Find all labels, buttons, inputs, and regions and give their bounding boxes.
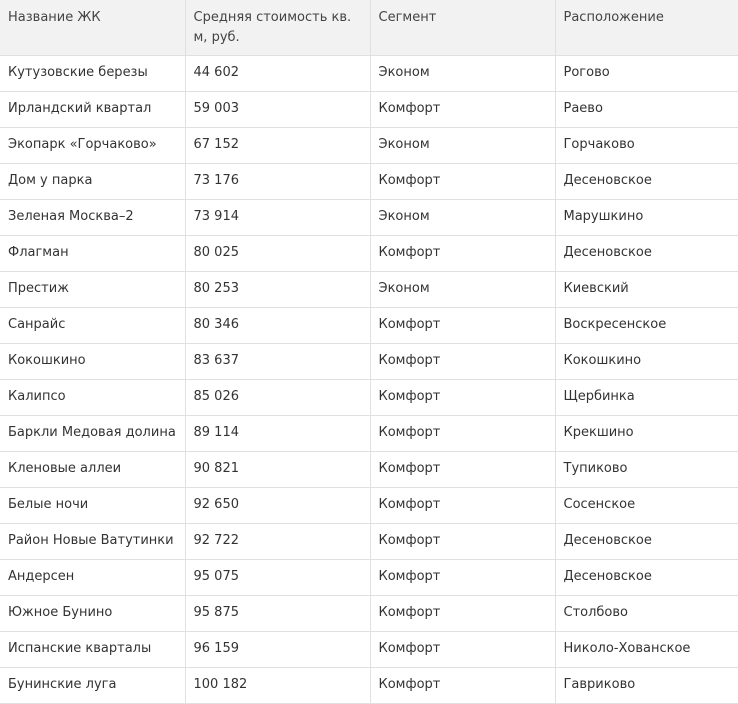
cell-location: Горчаково [555, 127, 738, 163]
cell-location: Кокошкино [555, 343, 738, 379]
cell-location: Марушкино [555, 199, 738, 235]
cell-name: Экопарк «Горчаково» [0, 127, 185, 163]
cell-name: Южное Бунино [0, 595, 185, 631]
cell-price: 95 875 [185, 595, 370, 631]
cell-name: Ирландский квартал [0, 91, 185, 127]
cell-location: Сосенское [555, 487, 738, 523]
column-header-location: Расположение [555, 0, 738, 55]
cell-location: Десеновское [555, 163, 738, 199]
cell-name: Санрайс [0, 307, 185, 343]
cell-location: Десеновское [555, 559, 738, 595]
cell-segment: Эконом [370, 271, 555, 307]
table-row [0, 55, 738, 91]
table-row [0, 379, 738, 415]
table-row [0, 127, 738, 163]
cell-price: 83 637 [185, 343, 370, 379]
cell-price: 67 152 [185, 127, 370, 163]
cell-location: Тупиково [555, 451, 738, 487]
cell-segment: Эконом [370, 55, 555, 91]
cell-name: Кутузовские березы [0, 55, 185, 91]
cell-price: 44 602 [185, 55, 370, 91]
table-row [0, 559, 738, 595]
cell-name: Кленовые аллеи [0, 451, 185, 487]
cell-segment: Комфорт [370, 379, 555, 415]
cell-segment: Комфорт [370, 595, 555, 631]
cell-price: 90 821 [185, 451, 370, 487]
cell-price: 85 026 [185, 379, 370, 415]
cell-location: Столбово [555, 595, 738, 631]
cell-price: 59 003 [185, 91, 370, 127]
cell-price: 92 650 [185, 487, 370, 523]
cell-segment: Комфорт [370, 487, 555, 523]
cell-location: Рогово [555, 55, 738, 91]
cell-segment: Комфорт [370, 307, 555, 343]
table-row [0, 415, 738, 451]
cell-name: Флагман [0, 235, 185, 271]
cell-segment: Комфорт [370, 163, 555, 199]
cell-name: Баркли Медовая долина [0, 415, 185, 451]
cell-price: 92 722 [185, 523, 370, 559]
cell-name: Испанские кварталы [0, 631, 185, 667]
column-header-price: Средняя стоимость кв. м, руб. [185, 0, 370, 55]
cell-price: 96 159 [185, 631, 370, 667]
cell-location: Щербинка [555, 379, 738, 415]
cell-name: Бунинские луга [0, 667, 185, 703]
cell-segment: Комфорт [370, 451, 555, 487]
table-row [0, 199, 738, 235]
table-row [0, 271, 738, 307]
cell-name: Престиж [0, 271, 185, 307]
table-row [0, 91, 738, 127]
table-body [0, 55, 738, 703]
cell-location: Десеновское [555, 523, 738, 559]
cell-name: Зеленая Москва–2 [0, 199, 185, 235]
cell-location: Десеновское [555, 235, 738, 271]
table-row [0, 523, 738, 559]
table-row [0, 163, 738, 199]
cell-location: Раево [555, 91, 738, 127]
table-row [0, 343, 738, 379]
cell-price: 73 914 [185, 199, 370, 235]
cell-segment: Комфорт [370, 415, 555, 451]
cell-segment: Комфорт [370, 667, 555, 703]
cell-name: Район Новые Ватутинки [0, 523, 185, 559]
cell-price: 100 182 [185, 667, 370, 703]
cell-segment: Эконом [370, 127, 555, 163]
cell-name: Андерсен [0, 559, 185, 595]
cell-location: Крекшино [555, 415, 738, 451]
cell-price: 73 176 [185, 163, 370, 199]
cell-segment: Комфорт [370, 343, 555, 379]
cell-segment: Комфорт [370, 631, 555, 667]
cell-name: Калипсо [0, 379, 185, 415]
column-header-name: Название ЖК [0, 0, 185, 55]
header-row [0, 0, 738, 55]
cell-price: 80 346 [185, 307, 370, 343]
table-header [0, 0, 738, 55]
cell-price: 95 075 [185, 559, 370, 595]
cell-segment: Комфорт [370, 91, 555, 127]
cell-name: Белые ночи [0, 487, 185, 523]
cell-price: 80 253 [185, 271, 370, 307]
table-row [0, 307, 738, 343]
cell-location: Воскресенское [555, 307, 738, 343]
column-header-segment: Сегмент [370, 0, 555, 55]
cell-segment: Комфорт [370, 559, 555, 595]
table-row [0, 487, 738, 523]
cell-name: Дом у парка [0, 163, 185, 199]
cell-segment: Эконом [370, 199, 555, 235]
cell-segment: Комфорт [370, 235, 555, 271]
cell-location: Николо-Хованское [555, 631, 738, 667]
table-row [0, 667, 738, 703]
table-row [0, 235, 738, 271]
table-row [0, 595, 738, 631]
cell-name: Кокошкино [0, 343, 185, 379]
cell-segment: Комфорт [370, 523, 555, 559]
cell-location: Киевский [555, 271, 738, 307]
cell-price: 89 114 [185, 415, 370, 451]
cell-price: 80 025 [185, 235, 370, 271]
table-row [0, 451, 738, 487]
cell-location: Гавриково [555, 667, 738, 703]
table-row [0, 631, 738, 667]
